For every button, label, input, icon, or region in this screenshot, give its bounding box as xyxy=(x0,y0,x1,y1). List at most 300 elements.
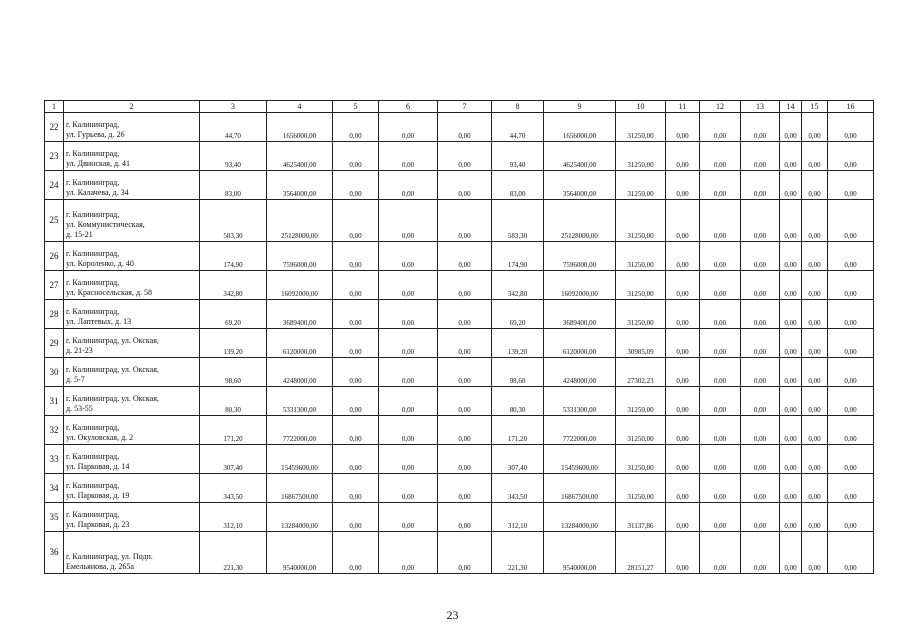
value-cell: 0,00 xyxy=(780,171,802,200)
value-cell: 0,00 xyxy=(333,416,379,445)
value-cell: 0,00 xyxy=(780,329,802,358)
address-cell xyxy=(64,142,200,171)
header-cell: 4 xyxy=(267,101,333,113)
value-cell: 0,00 xyxy=(828,242,874,271)
value-cell: 0,00 xyxy=(802,242,828,271)
value-cell: 0,00 xyxy=(802,142,828,171)
value-cell: 31250,00 xyxy=(616,387,666,416)
value-cell: 0,00 xyxy=(802,171,828,200)
value-cell: 0,00 xyxy=(379,300,438,329)
header-cell: 5 xyxy=(333,101,379,113)
value-cell: 0,00 xyxy=(666,416,700,445)
value-cell: 0,00 xyxy=(379,171,438,200)
value-cell: 0,00 xyxy=(780,142,802,171)
address-line: д. 5-7 xyxy=(66,375,85,384)
value-cell: 0,00 xyxy=(438,142,492,171)
value-cell: 15459600,00 xyxy=(544,445,616,474)
value-cell: 0,00 xyxy=(333,358,379,387)
header-cell: 14 xyxy=(780,101,802,113)
value-cell: 0,00 xyxy=(780,242,802,271)
value-cell: 25128000,00 xyxy=(544,200,616,242)
value-cell: 0,00 xyxy=(379,445,438,474)
value-cell: 16092000,00 xyxy=(267,271,333,300)
address-cell xyxy=(64,532,200,574)
row-number: 24 xyxy=(45,171,64,200)
address-cell xyxy=(64,300,200,329)
address-line: г. Калининград, xyxy=(66,452,120,461)
value-cell: 342,80 xyxy=(200,271,267,300)
value-cell: 0,00 xyxy=(802,387,828,416)
value-cell: 0,00 xyxy=(700,200,741,242)
value-cell: 6120000,00 xyxy=(267,329,333,358)
value-cell: 4248000,00 xyxy=(267,358,333,387)
header-cell: 1 xyxy=(45,101,64,113)
value-cell: 0,00 xyxy=(333,532,379,574)
value-cell: 0,00 xyxy=(666,329,700,358)
value-cell: 44,70 xyxy=(200,113,267,142)
address-line: г. Калининград, xyxy=(66,149,120,158)
value-cell: 13284000,00 xyxy=(267,503,333,532)
table-row xyxy=(45,329,874,358)
value-cell: 0,00 xyxy=(666,300,700,329)
value-cell: 0,00 xyxy=(438,445,492,474)
address-cell xyxy=(64,200,200,242)
address-line: ул. Парковая, д. 23 xyxy=(66,520,130,529)
value-cell: 4248000,00 xyxy=(544,358,616,387)
row-number: 26 xyxy=(45,242,64,271)
value-cell: 27302,23 xyxy=(616,358,666,387)
value-cell: 9540000,00 xyxy=(544,532,616,574)
value-cell: 171,20 xyxy=(492,416,544,445)
value-cell: 139,20 xyxy=(492,329,544,358)
value-cell: 0,00 xyxy=(828,532,874,574)
value-cell: 4625400,00 xyxy=(267,142,333,171)
address-line: д. 15-21 xyxy=(66,230,93,239)
value-cell: 342,80 xyxy=(492,271,544,300)
table-body xyxy=(45,101,874,574)
row-number: 32 xyxy=(45,416,64,445)
table-header-row xyxy=(45,101,874,113)
value-cell: 31250,00 xyxy=(616,271,666,300)
table-row xyxy=(45,200,874,242)
value-cell: 0,00 xyxy=(333,142,379,171)
table-row xyxy=(45,474,874,503)
value-cell: 0,00 xyxy=(828,271,874,300)
address-cell xyxy=(64,171,200,200)
address-line: ул. Окуловская, д. 2 xyxy=(66,433,134,442)
value-cell: 0,00 xyxy=(379,532,438,574)
value-cell: 0,00 xyxy=(333,445,379,474)
value-cell: 69,20 xyxy=(200,300,267,329)
address-line: г. Калининград, xyxy=(66,178,120,187)
value-cell: 6120000,00 xyxy=(544,329,616,358)
value-cell: 0,00 xyxy=(802,474,828,503)
address-cell xyxy=(64,271,200,300)
row-number: 27 xyxy=(45,271,64,300)
value-cell: 0,00 xyxy=(741,200,780,242)
value-cell: 0,00 xyxy=(666,387,700,416)
value-cell: 0,00 xyxy=(802,503,828,532)
value-cell: 0,00 xyxy=(438,200,492,242)
value-cell: 0,00 xyxy=(379,242,438,271)
value-cell: 0,00 xyxy=(700,445,741,474)
table-row xyxy=(45,300,874,329)
value-cell: 0,00 xyxy=(333,271,379,300)
value-cell: 0,00 xyxy=(741,171,780,200)
value-cell: 0,00 xyxy=(802,113,828,142)
value-cell: 174,90 xyxy=(200,242,267,271)
value-cell: 31250,00 xyxy=(616,242,666,271)
value-cell: 31250,00 xyxy=(616,474,666,503)
value-cell: 98,60 xyxy=(492,358,544,387)
value-cell: 0,00 xyxy=(666,171,700,200)
address-line: г. Калининград, xyxy=(66,120,120,129)
address-cell xyxy=(64,503,200,532)
value-cell: 343,50 xyxy=(492,474,544,503)
value-cell: 0,00 xyxy=(780,300,802,329)
value-cell: 0,00 xyxy=(741,532,780,574)
value-cell: 139,20 xyxy=(200,329,267,358)
row-number: 35 xyxy=(45,503,64,532)
address-cell xyxy=(64,329,200,358)
value-cell: 30985,09 xyxy=(616,329,666,358)
header-cell: 9 xyxy=(544,101,616,113)
value-cell: 4625400,00 xyxy=(544,142,616,171)
value-cell: 0,00 xyxy=(780,416,802,445)
address-line: д. 53-55 xyxy=(66,404,93,413)
address-line: ул. Лаптевых, д. 13 xyxy=(66,317,132,326)
value-cell: 31250,00 xyxy=(616,300,666,329)
table-row xyxy=(45,113,874,142)
address-cell xyxy=(64,358,200,387)
value-cell: 7722000,00 xyxy=(544,416,616,445)
address-line: г. Калининград, xyxy=(66,510,120,519)
value-cell: 80,30 xyxy=(200,387,267,416)
value-cell: 0,00 xyxy=(780,271,802,300)
value-cell: 221,30 xyxy=(492,532,544,574)
value-cell: 0,00 xyxy=(741,358,780,387)
value-cell: 0,00 xyxy=(666,445,700,474)
value-cell: 3564000,00 xyxy=(544,171,616,200)
value-cell: 0,00 xyxy=(802,200,828,242)
table-row xyxy=(45,445,874,474)
value-cell: 31137,86 xyxy=(616,503,666,532)
value-cell: 0,00 xyxy=(379,416,438,445)
value-cell: 16867500,00 xyxy=(267,474,333,503)
value-cell: 83,00 xyxy=(492,171,544,200)
value-cell: 0,00 xyxy=(666,142,700,171)
value-cell: 0,00 xyxy=(741,445,780,474)
value-cell: 0,00 xyxy=(741,474,780,503)
value-cell: 307,40 xyxy=(492,445,544,474)
value-cell: 0,00 xyxy=(828,300,874,329)
value-cell: 0,00 xyxy=(666,532,700,574)
value-cell: 0,00 xyxy=(780,113,802,142)
address-cell xyxy=(64,242,200,271)
address-line: г. Калининград, xyxy=(66,278,120,287)
row-number: 23 xyxy=(45,142,64,171)
value-cell: 0,00 xyxy=(379,200,438,242)
value-cell: 0,00 xyxy=(333,242,379,271)
value-cell: 0,00 xyxy=(700,242,741,271)
value-cell: 171,20 xyxy=(200,416,267,445)
value-cell: 0,00 xyxy=(438,532,492,574)
address-line: г. Калининград, xyxy=(66,423,120,432)
value-cell: 0,00 xyxy=(828,200,874,242)
value-cell: 0,00 xyxy=(379,474,438,503)
value-cell: 0,00 xyxy=(741,387,780,416)
value-cell: 0,00 xyxy=(700,358,741,387)
value-cell: 0,00 xyxy=(741,300,780,329)
value-cell: 0,00 xyxy=(741,416,780,445)
value-cell: 0,00 xyxy=(700,171,741,200)
value-cell: 93,40 xyxy=(492,142,544,171)
value-cell: 7596000,00 xyxy=(267,242,333,271)
value-cell: 0,00 xyxy=(438,358,492,387)
value-cell: 0,00 xyxy=(438,474,492,503)
value-cell: 0,00 xyxy=(438,113,492,142)
header-cell: 15 xyxy=(802,101,828,113)
table-row xyxy=(45,532,874,574)
value-cell: 0,00 xyxy=(700,387,741,416)
value-cell: 0,00 xyxy=(379,271,438,300)
value-cell: 0,00 xyxy=(379,503,438,532)
address-line: г. Калининград, ул. Окская, xyxy=(66,365,159,374)
value-cell: 0,00 xyxy=(802,358,828,387)
value-cell: 0,00 xyxy=(438,329,492,358)
value-cell: 28151,27 xyxy=(616,532,666,574)
value-cell: 0,00 xyxy=(802,329,828,358)
value-cell: 80,30 xyxy=(492,387,544,416)
value-cell: 0,00 xyxy=(700,474,741,503)
header-cell: 11 xyxy=(666,101,700,113)
address-cell xyxy=(64,416,200,445)
table-row xyxy=(45,416,874,445)
value-cell: 83,00 xyxy=(200,171,267,200)
row-number: 36 xyxy=(45,532,64,574)
value-cell: 0,00 xyxy=(780,532,802,574)
value-cell: 0,00 xyxy=(802,445,828,474)
value-cell: 7722000,00 xyxy=(267,416,333,445)
value-cell: 0,00 xyxy=(438,271,492,300)
value-cell: 16867500,00 xyxy=(544,474,616,503)
value-cell: 0,00 xyxy=(700,271,741,300)
value-cell: 5331300,00 xyxy=(544,387,616,416)
value-cell: 0,00 xyxy=(666,200,700,242)
value-cell: 0,00 xyxy=(333,300,379,329)
value-cell: 0,00 xyxy=(802,532,828,574)
value-cell: 15459600,00 xyxy=(267,445,333,474)
address-cell xyxy=(64,474,200,503)
address-line: ул. Гурьева, д. 26 xyxy=(66,130,125,139)
value-cell: 0,00 xyxy=(741,142,780,171)
value-cell: 0,00 xyxy=(333,503,379,532)
address-line: ул. Короленко, д. 40 xyxy=(66,259,134,268)
value-cell: 16092000,00 xyxy=(544,271,616,300)
value-cell: 31250,00 xyxy=(616,113,666,142)
value-cell: 0,00 xyxy=(828,474,874,503)
value-cell: 69,20 xyxy=(492,300,544,329)
table-row xyxy=(45,358,874,387)
value-cell: 1656000,00 xyxy=(267,113,333,142)
value-cell: 0,00 xyxy=(828,416,874,445)
value-cell: 3689400,00 xyxy=(544,300,616,329)
value-cell: 0,00 xyxy=(438,300,492,329)
value-cell: 93,40 xyxy=(200,142,267,171)
value-cell: 98,60 xyxy=(200,358,267,387)
row-number: 25 xyxy=(45,200,64,242)
row-number: 28 xyxy=(45,300,64,329)
value-cell: 0,00 xyxy=(333,171,379,200)
value-cell: 0,00 xyxy=(438,503,492,532)
value-cell: 0,00 xyxy=(333,387,379,416)
header-cell: 7 xyxy=(438,101,492,113)
address-line: Емельянова, д. 265а xyxy=(66,562,134,571)
value-cell: 44,70 xyxy=(492,113,544,142)
value-cell: 0,00 xyxy=(780,503,802,532)
data-table xyxy=(44,100,874,574)
value-cell: 0,00 xyxy=(741,242,780,271)
value-cell: 0,00 xyxy=(700,532,741,574)
address-cell xyxy=(64,387,200,416)
address-cell xyxy=(64,113,200,142)
row-number: 30 xyxy=(45,358,64,387)
value-cell: 0,00 xyxy=(780,474,802,503)
value-cell: 0,00 xyxy=(666,242,700,271)
address-line: г. Калининград, ул. Окская, xyxy=(66,336,159,345)
table-row xyxy=(45,387,874,416)
value-cell: 0,00 xyxy=(780,387,802,416)
value-cell: 312,10 xyxy=(200,503,267,532)
value-cell: 0,00 xyxy=(438,387,492,416)
value-cell: 0,00 xyxy=(666,358,700,387)
row-number: 34 xyxy=(45,474,64,503)
address-line: ул. Красносельская, д. 58 xyxy=(66,288,153,297)
address-line: ул. Парковая, д. 14 xyxy=(66,462,130,471)
value-cell: 583,30 xyxy=(200,200,267,242)
value-cell: 0,00 xyxy=(666,474,700,503)
address-line: г. Калининград, xyxy=(66,307,120,316)
table-row xyxy=(45,142,874,171)
value-cell: 5331300,00 xyxy=(267,387,333,416)
header-cell: 2 xyxy=(64,101,200,113)
value-cell: 0,00 xyxy=(438,171,492,200)
value-cell: 0,00 xyxy=(700,329,741,358)
address-line: г. Калининград, xyxy=(66,210,120,219)
value-cell: 0,00 xyxy=(333,474,379,503)
value-cell: 312,10 xyxy=(492,503,544,532)
value-cell: 3564000,00 xyxy=(267,171,333,200)
value-cell: 0,00 xyxy=(438,416,492,445)
table-row xyxy=(45,503,874,532)
address-line: г. Калининград, xyxy=(66,481,120,490)
value-cell: 0,00 xyxy=(741,113,780,142)
value-cell: 31250,00 xyxy=(616,171,666,200)
value-cell: 0,00 xyxy=(828,387,874,416)
value-cell: 0,00 xyxy=(379,329,438,358)
table-row xyxy=(45,242,874,271)
value-cell: 25128000,00 xyxy=(267,200,333,242)
value-cell: 0,00 xyxy=(379,358,438,387)
value-cell: 0,00 xyxy=(700,113,741,142)
header-cell: 12 xyxy=(700,101,741,113)
page-number: 23 xyxy=(446,608,459,622)
value-cell: 0,00 xyxy=(700,503,741,532)
value-cell: 0,00 xyxy=(828,503,874,532)
value-cell: 0,00 xyxy=(780,445,802,474)
value-cell: 0,00 xyxy=(333,113,379,142)
address-line: г. Калининград, xyxy=(66,249,120,258)
value-cell: 9540000,00 xyxy=(267,532,333,574)
value-cell: 0,00 xyxy=(802,416,828,445)
value-cell: 0,00 xyxy=(828,445,874,474)
header-cell: 6 xyxy=(379,101,438,113)
table-row xyxy=(45,171,874,200)
value-cell: 31250,00 xyxy=(616,200,666,242)
value-cell: 0,00 xyxy=(438,242,492,271)
address-line: ул. Калачева, д. 34 xyxy=(66,188,129,197)
value-cell: 583,30 xyxy=(492,200,544,242)
row-number: 33 xyxy=(45,445,64,474)
value-cell: 31250,00 xyxy=(616,416,666,445)
value-cell: 0,00 xyxy=(828,113,874,142)
value-cell: 343,50 xyxy=(200,474,267,503)
row-number: 22 xyxy=(45,113,64,142)
address-line: д. 21-23 xyxy=(66,346,93,355)
value-cell: 0,00 xyxy=(700,300,741,329)
value-cell: 1656000,00 xyxy=(544,113,616,142)
value-cell: 0,00 xyxy=(828,358,874,387)
value-cell: 0,00 xyxy=(802,300,828,329)
address-line: ул. Парковая, д. 19 xyxy=(66,491,130,500)
header-cell: 13 xyxy=(741,101,780,113)
address-cell xyxy=(64,445,200,474)
value-cell: 13284000,00 xyxy=(544,503,616,532)
value-cell: 31250,00 xyxy=(616,445,666,474)
address-line: г. Калининград, ул. Подп. xyxy=(66,552,153,561)
value-cell: 3689400,00 xyxy=(267,300,333,329)
value-cell: 0,00 xyxy=(780,358,802,387)
value-cell: 221,30 xyxy=(200,532,267,574)
value-cell: 0,00 xyxy=(666,271,700,300)
header-cell: 16 xyxy=(828,101,874,113)
header-cell: 10 xyxy=(616,101,666,113)
value-cell: 0,00 xyxy=(379,113,438,142)
row-number: 29 xyxy=(45,329,64,358)
value-cell: 0,00 xyxy=(666,503,700,532)
value-cell: 307,40 xyxy=(200,445,267,474)
value-cell: 0,00 xyxy=(828,329,874,358)
value-cell: 0,00 xyxy=(666,113,700,142)
value-cell: 0,00 xyxy=(780,200,802,242)
value-cell: 0,00 xyxy=(828,142,874,171)
value-cell: 31250,00 xyxy=(616,142,666,171)
value-cell: 0,00 xyxy=(741,503,780,532)
header-cell: 3 xyxy=(200,101,267,113)
address-line: ул. Коммунистическая, xyxy=(66,220,145,229)
value-cell: 0,00 xyxy=(741,329,780,358)
value-cell: 0,00 xyxy=(802,271,828,300)
value-cell: 0,00 xyxy=(333,329,379,358)
row-number: 31 xyxy=(45,387,64,416)
table-row xyxy=(45,271,874,300)
header-cell: 8 xyxy=(492,101,544,113)
value-cell: 0,00 xyxy=(741,271,780,300)
address-line: ул. Двинская, д. 41 xyxy=(66,159,131,168)
address-line: г. Калининград, ул. Окская, xyxy=(66,394,159,403)
value-cell: 7596000,00 xyxy=(544,242,616,271)
value-cell: 0,00 xyxy=(700,416,741,445)
